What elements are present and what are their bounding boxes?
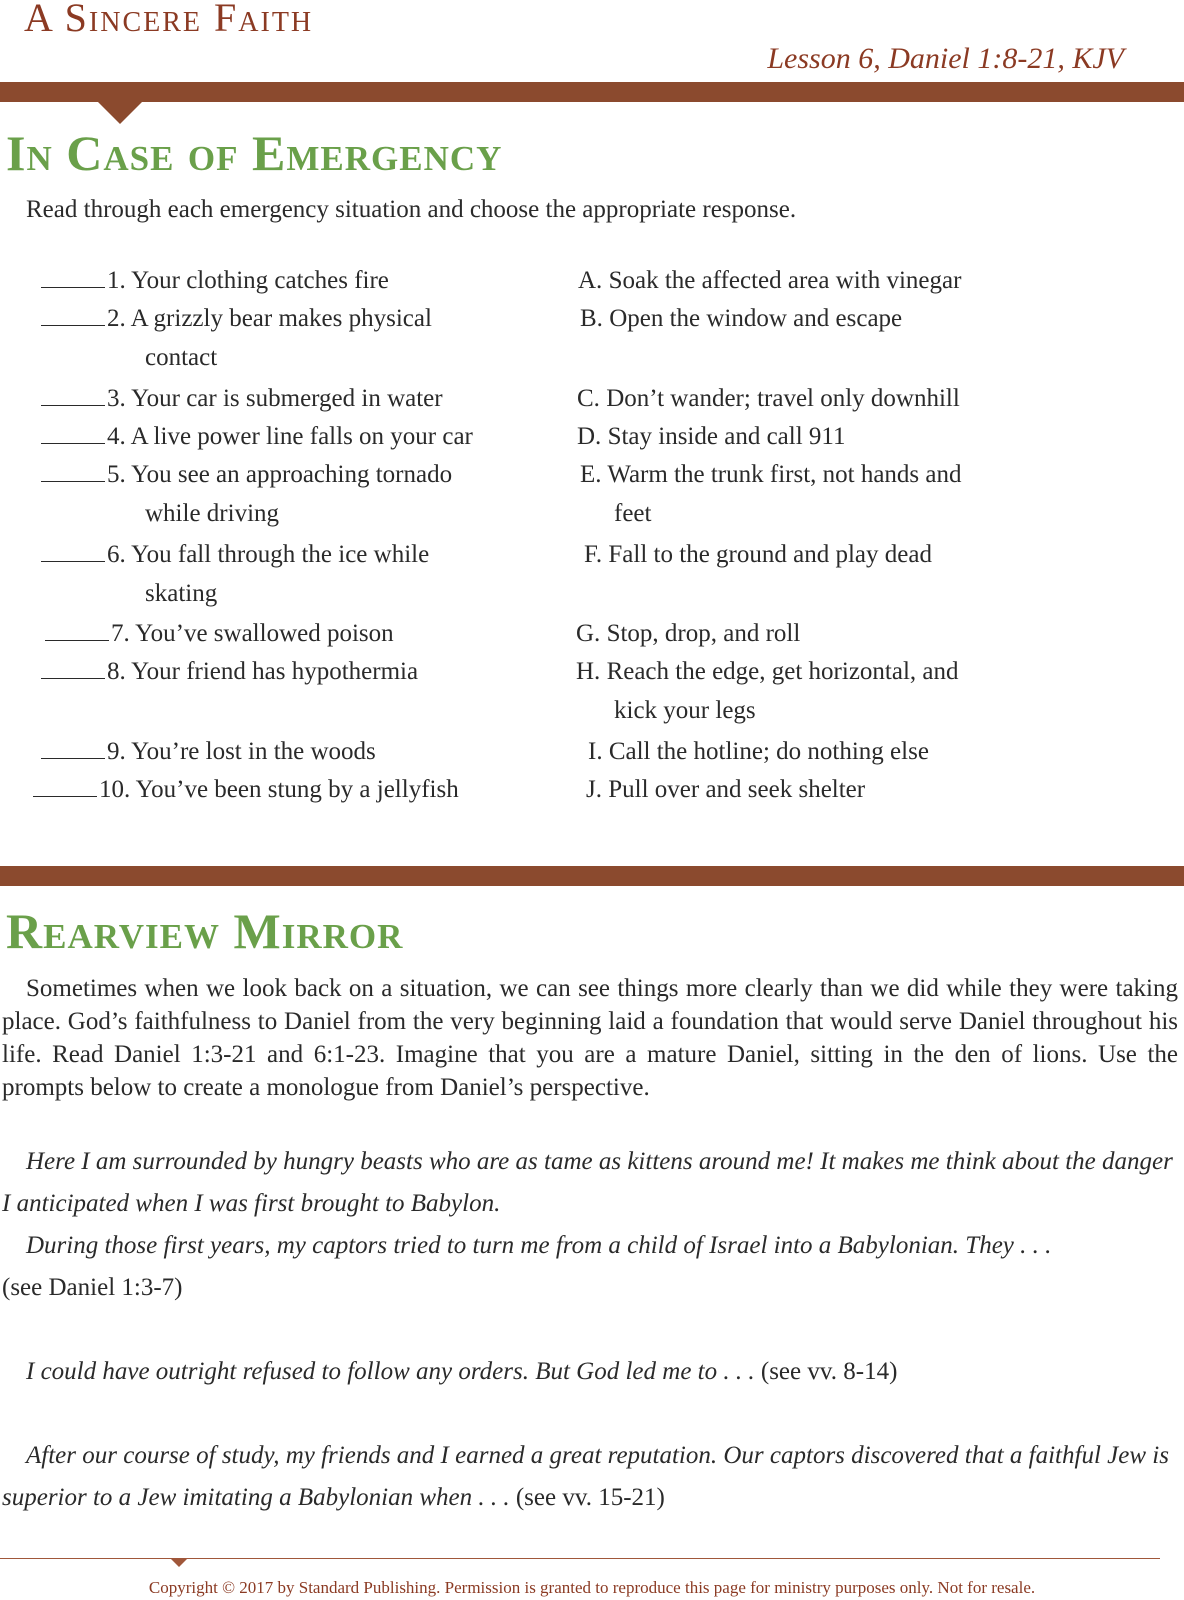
response-item: J. Pull over and seek shelter [586, 776, 866, 803]
section-divider-bar [0, 866, 1184, 886]
monologue-prompt-3: I could have outright refused to follow any orders. But God led me to . . . (see vv. 8-14) [26, 1358, 898, 1385]
response-item: F. Fall to the ground and play dead [584, 541, 932, 568]
situation-item: 5. You see an approaching tornado [41, 460, 452, 490]
answer-blank[interactable] [41, 267, 105, 288]
response-item: H. Reach the edge, get horizontal, and [576, 658, 959, 685]
situation-item: 10. You’ve been stung by a jellyfish [33, 775, 459, 805]
situation-item: 9. You’re lost in the woods [41, 737, 376, 767]
response-item: C. Don’t wander; travel only downhill [577, 385, 960, 412]
situation-item: 8. Your friend has hypothermia [41, 657, 418, 687]
situation-item: 7. You’ve swallowed poison [45, 619, 394, 649]
response-item: B. Open the window and escape [580, 305, 903, 332]
situation-item: 4. A live power line falls on your car [41, 422, 473, 452]
monologue-prompt-1: Here I am surrounded by hungry beasts who are as tame as kittens around me! It makes me think about the danger I anticipated when I was first brought to Babylon. [2, 1148, 1173, 1217]
answer-blank[interactable] [41, 305, 105, 326]
emergency-heading: In Case of Emergency [6, 125, 503, 181]
monologue-prompt-2: During those first years, my captors tried to turn me from a child of Israel into a Babylonian. They . . . (see Daniel 1:3-7) [2, 1232, 1052, 1301]
monologue-prompt-4: After our course of study, my friends and I earned a great reputation. Our captors discovered that a faithful Jew is superior to a Jew imitating a Babylonian when . . . (see vv. 15-21) [2, 1442, 1169, 1511]
top-divider-bar [0, 82, 1184, 102]
answer-blank[interactable] [45, 620, 109, 641]
answer-blank[interactable] [41, 423, 105, 444]
answer-blank[interactable] [33, 776, 97, 797]
response-item: G. Stop, drop, and roll [576, 620, 801, 647]
series-title: A Sincere Faith [24, 0, 314, 40]
answer-blank[interactable] [41, 658, 105, 679]
lesson-reference: Lesson 6, Daniel 1:8-21, KJV [767, 42, 1124, 75]
rearview-intro: Sometimes when we look back on a situation, we can see things more clearly than we did while they were taking place. God’s faithfulness to Daniel from the very beginning laid a foundation that would serve Daniel throughout his life. Read Daniel 1:3-21 and 6:1-23. Imagine that you are a mature Daniel, sitting in the den of lions. Use the prompts below to create a monologue from Daniel’s perspective. [2, 975, 1178, 1101]
rearview-heading: Rearview Mirror [6, 903, 404, 959]
answer-blank[interactable] [41, 738, 105, 759]
footer-notch [170, 1558, 188, 1567]
response-item: D. Stay inside and call 911 [577, 423, 846, 450]
response-continuation: kick your legs [614, 697, 756, 724]
response-continuation: feet [614, 500, 652, 527]
answer-blank[interactable] [41, 461, 105, 482]
situation-item: 2. A grizzly bear makes physical [41, 304, 432, 334]
copyright-notice: Copyright © 2017 by Standard Publishing. Permission is granted to reproduce this page for ministry purposes only. Not for resale. [148, 1578, 1036, 1597]
situation-item: 1. Your clothing catches fire [41, 266, 389, 296]
response-item: I. Call the hotline; do nothing else [588, 738, 929, 765]
response-item: E. Warm the trunk first, not hands and [580, 461, 962, 488]
situation-continuation: while driving [145, 500, 280, 527]
answer-blank[interactable] [41, 541, 105, 562]
situation-item: 6. You fall through the ice while [41, 540, 429, 570]
divider-notch [98, 102, 142, 124]
situation-continuation: skating [145, 580, 218, 607]
situation-item: 3. Your car is submerged in water [41, 384, 443, 414]
situation-continuation: contact [145, 344, 218, 371]
emergency-instructions: Read through each emergency situation and choose the appropriate response. [26, 196, 797, 223]
response-item: A. Soak the affected area with vinegar [578, 267, 962, 294]
answer-blank[interactable] [41, 385, 105, 406]
